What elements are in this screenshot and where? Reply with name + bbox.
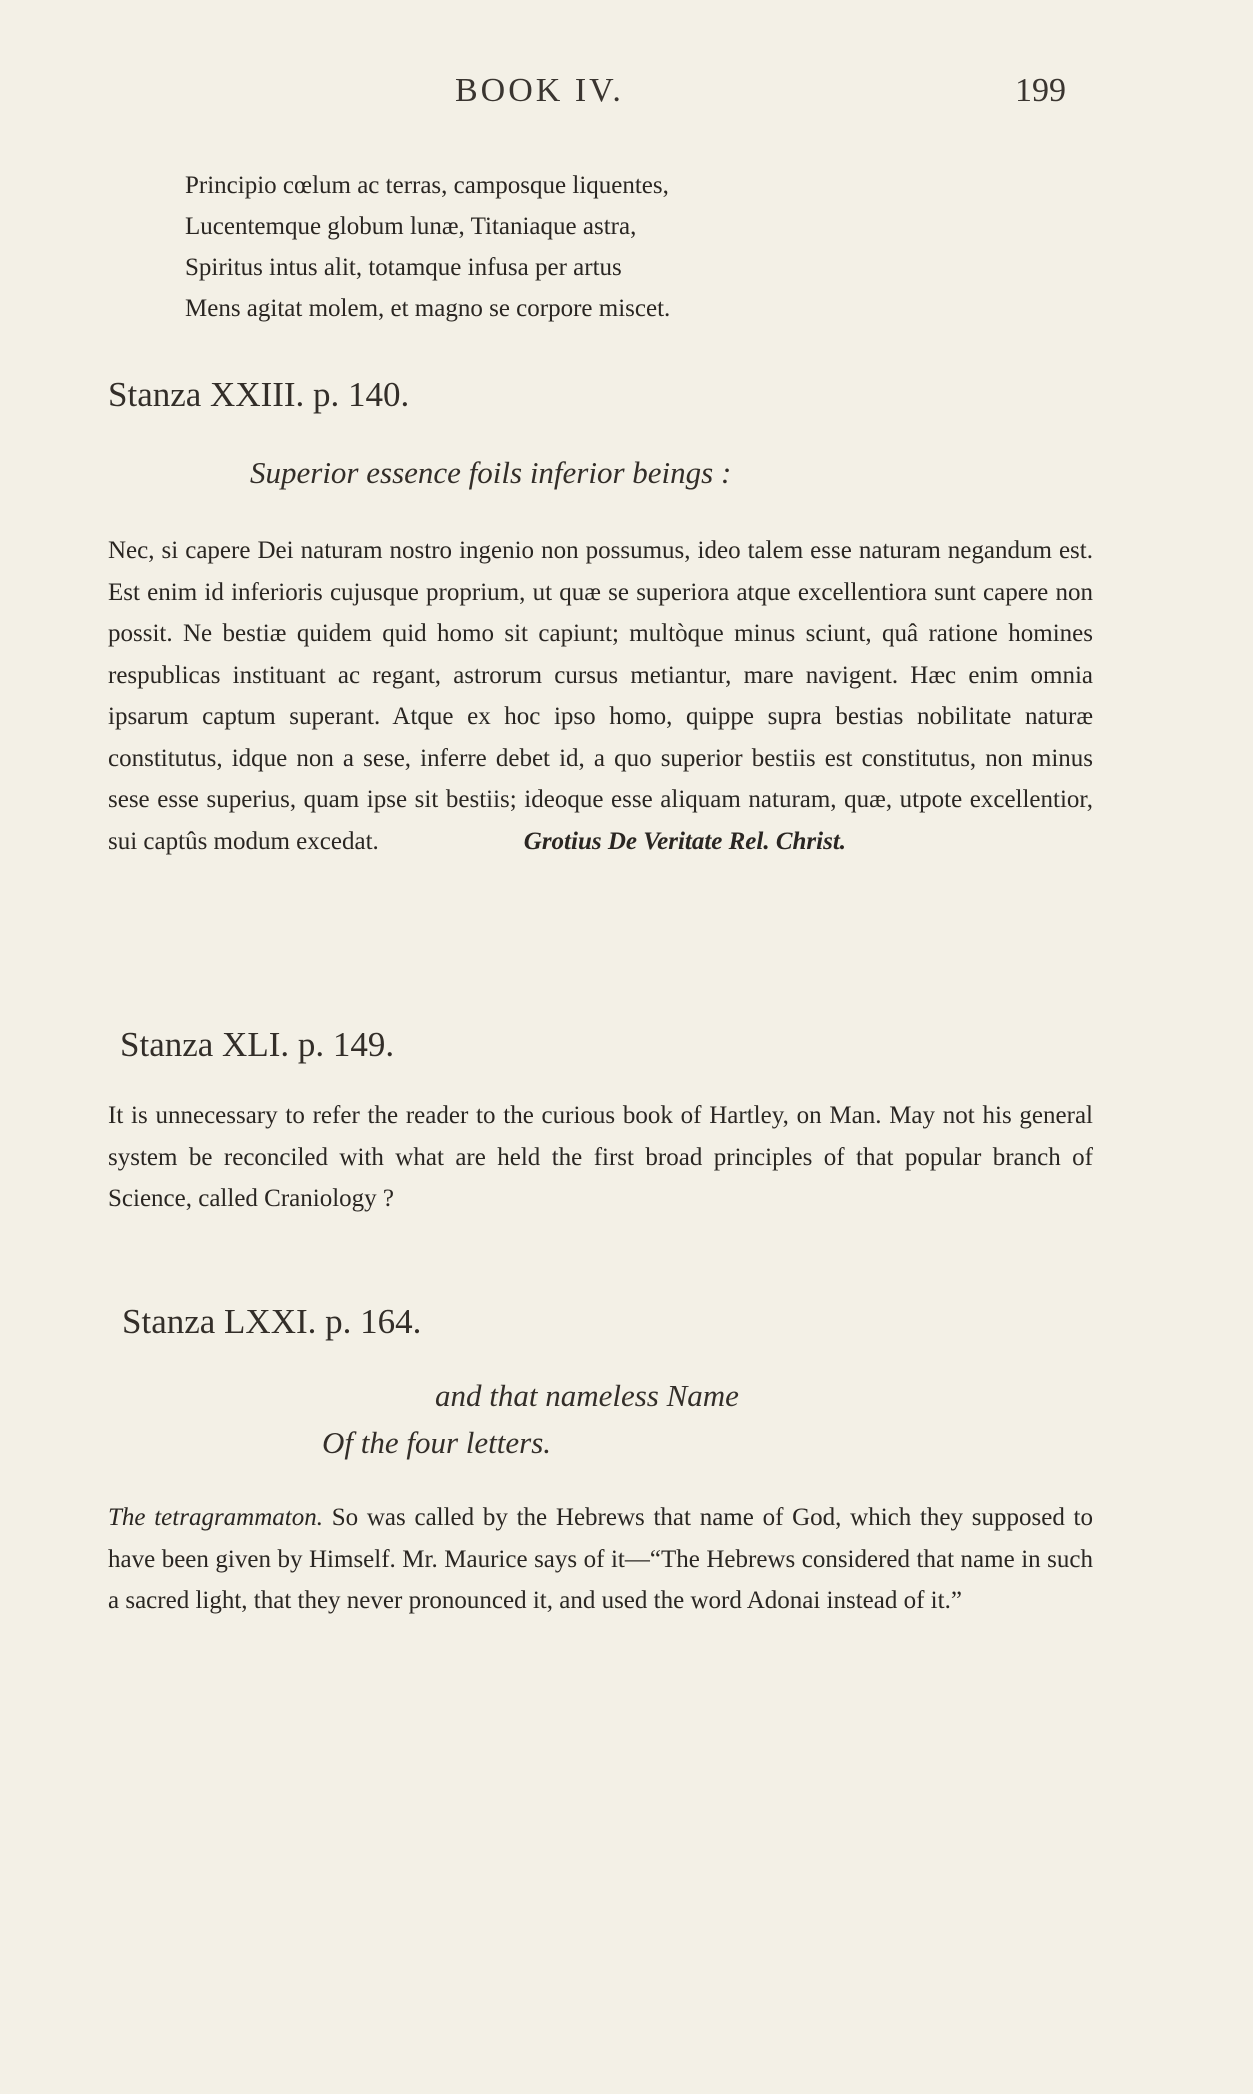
section-epigraph-line: and that nameless Name [435,1378,739,1413]
section-body [108,1497,1093,1622]
body-text: It is unnecessary to refer the reader to the curious book of Hartley, on Man. May not his general system be reconciled with what are held the first broad principles of that popular branch of Science, called Craniology ? [108,1102,1093,1212]
section-heading: Stanza LXXI. p. 164. [122,1302,422,1341]
section-epigraph-line: Of the four letters. [322,1425,552,1460]
page-number: 199 [1015,72,1066,109]
verse-line: Lucentemque globum lunæ, Titaniaque astra, [185,213,637,240]
body-text: So was called by the Hebrews that name of God, which they supposed to have been given by Himself. Mr. Maurice says of it—“The Hebrews considered that name in such a sacred light, that they never pronounced it, and used the word Adonai instead of it.” [108,1504,1093,1614]
verse-quotation [185,165,1085,329]
body-text: Nec, si capere Dei naturam nostro ingenio non possumus, ideo talem esse naturam negandum est. Est enim id inferioris cujusque proprium, ut quæ se superiora atque excellentiora sunt capere non possit. Ne bestiæ quidem quid homo sit capiunt; multòque minus sciunt, quâ ratione homines respublicas instituant ac regant, astrorum cursus metiantur, mare navigent. Hæc enim omnia ipsarum captum superant. Atque ex hoc ipso homo, quippe supra bestias nobilitate naturæ constitutus, idque non a sese, inferre debet id, a quo superior bestiis est constitutus, non minus sese esse superius, quam ipse sit bestiis; ideoque esse aliquam naturam, quæ, utpote excellentior, sui captûs modum excedat. [108,537,1093,855]
running-head: BOOK IV. [455,72,624,109]
section-heading: Stanza XLI. p. 149. [120,1025,395,1064]
verse-line: Mens agitat molem, et magno se corpore miscet. [185,295,671,322]
verse-line: Spiritus intus alit, totamque infusa per artus [185,254,622,281]
lead-term: The tetragrammaton. [108,1504,323,1531]
section-body [108,1095,1093,1220]
verse-line: Principio cœlum ac terras, camposque liquentes, [185,172,669,199]
section-heading: Stanza XXIII. p. 140. [108,375,410,414]
attribution: Grotius De Veritate Rel. Christ. [523,827,847,855]
section-epigraph: Superior essence foils inferior beings : [250,455,732,490]
section-body [108,530,1093,862]
